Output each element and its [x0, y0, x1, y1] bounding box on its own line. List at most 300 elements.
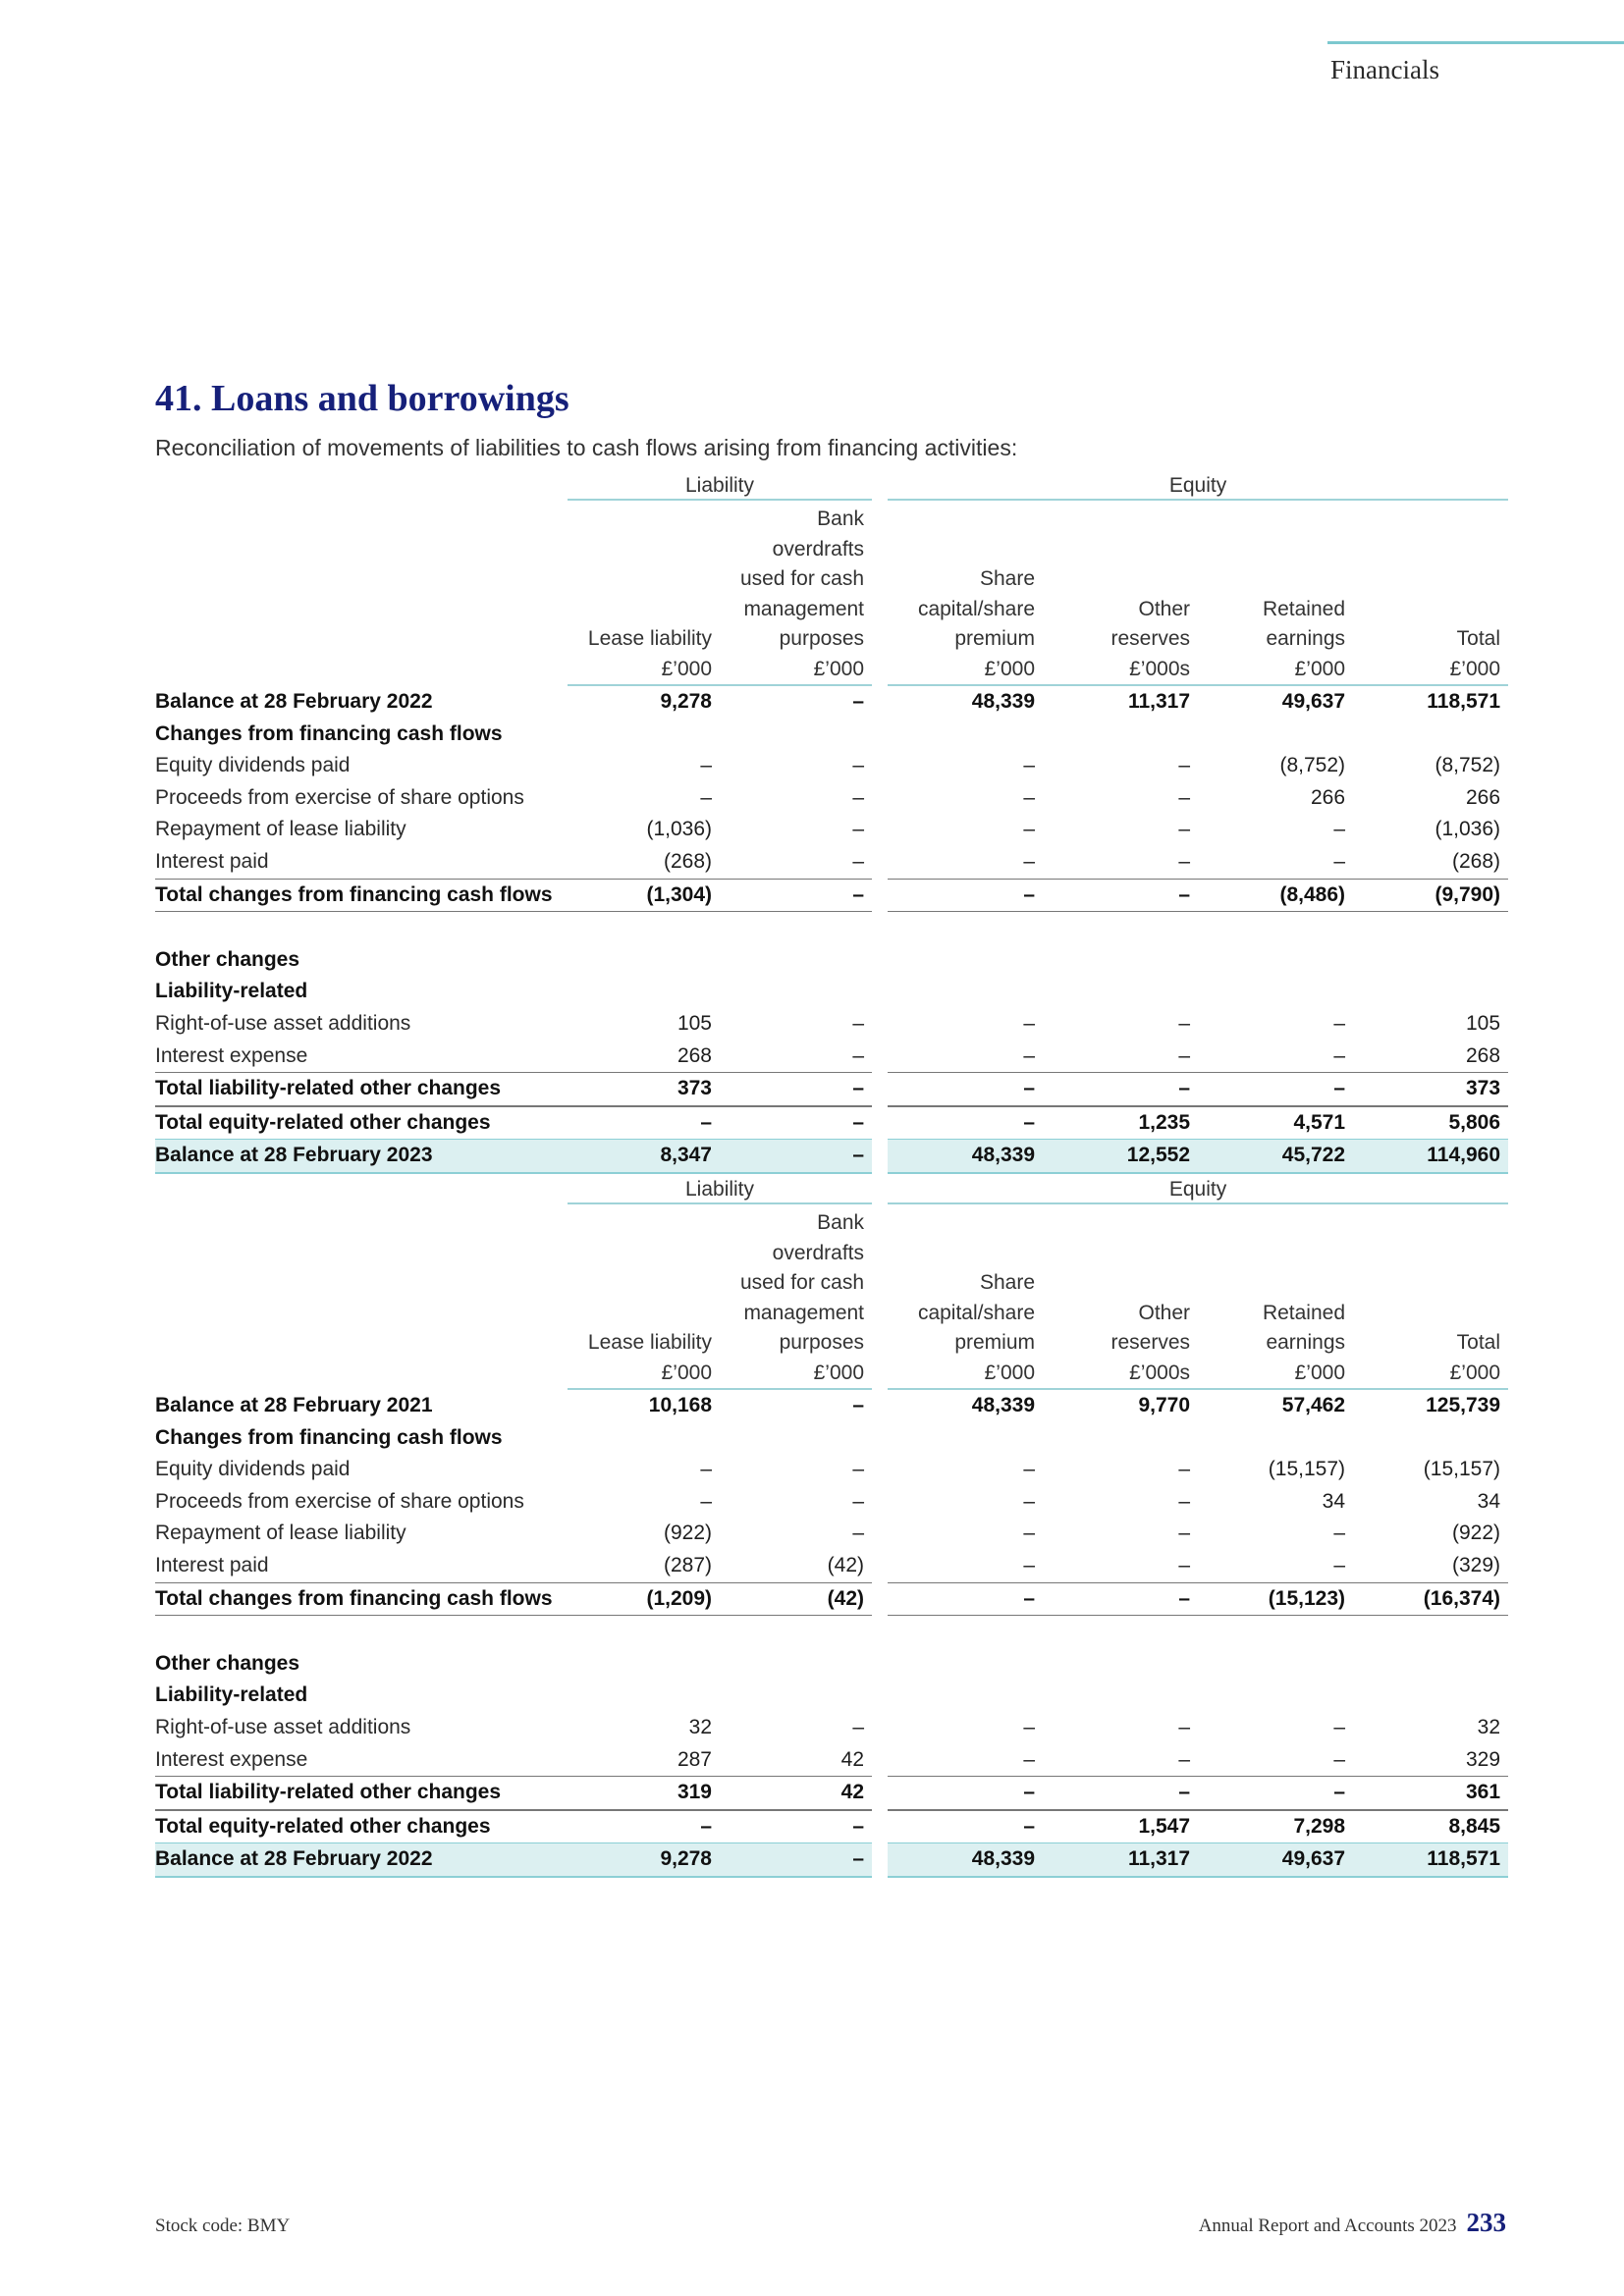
gap-cell [872, 1204, 888, 1390]
column-header [1198, 501, 1353, 686]
value-cell: – [700, 1458, 712, 1481]
value-cell [720, 944, 872, 977]
liability-group-header: Liability [568, 473, 872, 501]
value-cell: – [1178, 1011, 1191, 1035]
value-cell: 319 [568, 1776, 720, 1810]
column-header [720, 501, 872, 686]
value-cell: 8,347 [568, 1139, 720, 1174]
value-cell [888, 719, 1043, 751]
gap-cell [872, 1139, 888, 1174]
column-header [888, 501, 1043, 686]
value-cell: – [720, 879, 872, 913]
value-cell [1198, 1648, 1353, 1681]
row-label: Balance at 28 February 2022 [155, 690, 433, 713]
table-row [155, 1550, 1508, 1582]
value-cell: – [1178, 1458, 1191, 1481]
value-cell: – [1043, 1776, 1198, 1810]
column-header-line: £’000 [813, 657, 865, 680]
column-header [568, 1204, 720, 1390]
row-label: Total changes from financing cash flows [155, 1582, 568, 1617]
value-cell [888, 1422, 1043, 1455]
value-cell: 266 [1465, 785, 1501, 809]
spacer-row [155, 912, 1508, 944]
value-cell: – [888, 1072, 1043, 1106]
value-cell: (15,123) [1198, 1582, 1353, 1617]
value-cell: – [568, 1810, 720, 1843]
column-header-line: £’000 [1449, 657, 1501, 680]
row-label: Right-of-use asset additions [155, 1011, 411, 1035]
value-cell: (42) [827, 1553, 865, 1576]
column-header-line: £’000 [661, 657, 712, 680]
value-cell: (922) [663, 1522, 712, 1545]
gap-cell [872, 501, 888, 686]
column-header-line: reserves [1110, 1331, 1191, 1354]
row-label: Balance at 28 February 2023 [155, 1139, 568, 1174]
column-header-line: Total [1456, 627, 1501, 650]
column-header-line: Bank [817, 1211, 865, 1234]
value-cell [720, 1422, 872, 1455]
column-header-line: used for cash [739, 567, 865, 590]
row-label: Total equity-related other changes [155, 1106, 568, 1140]
column-header [568, 501, 720, 686]
value-cell: 9,278 [660, 690, 712, 713]
column-header-line: capital/share [917, 1301, 1036, 1324]
value-cell: 32 [1477, 1715, 1501, 1738]
value-cell: (287) [663, 1553, 712, 1576]
gap-cell [872, 1550, 888, 1582]
table-row [155, 1008, 1508, 1041]
value-cell: (8,752) [1279, 754, 1346, 777]
value-cell: 1,547 [1043, 1810, 1198, 1843]
gap-cell [872, 846, 888, 879]
value-cell: (1,304) [568, 879, 720, 913]
column-header [1353, 1204, 1508, 1390]
value-cell: – [1178, 1043, 1191, 1067]
value-cell: (329) [1451, 1553, 1501, 1576]
row-label: Equity dividends paid [155, 754, 351, 777]
table-row [155, 1776, 1508, 1810]
value-cell: 268 [677, 1043, 712, 1067]
spacer-row [155, 1616, 1508, 1648]
value-cell: – [1198, 1776, 1353, 1810]
value-cell: – [1023, 818, 1036, 841]
header-accent-rule [1327, 41, 1624, 44]
column-header-line: £’000 [984, 1361, 1036, 1384]
value-cell: – [1178, 785, 1191, 809]
value-cell: 1,235 [1043, 1106, 1198, 1140]
column-header-line: £’000 [1294, 657, 1346, 680]
value-cell [568, 1648, 720, 1681]
gap-cell [872, 1486, 888, 1519]
gap-cell [872, 1776, 888, 1810]
value-cell [888, 976, 1043, 1008]
value-cell: – [1178, 1747, 1191, 1771]
gap-cell [872, 1008, 888, 1041]
group-header-row [155, 473, 1508, 501]
table-row [155, 1810, 1508, 1843]
value-cell [720, 719, 872, 751]
row-label: Right-of-use asset additions [155, 1715, 411, 1738]
gap-cell [872, 1518, 888, 1550]
value-cell [1043, 1680, 1198, 1712]
gap-cell [872, 976, 888, 1008]
value-cell: 48,339 [888, 1842, 1043, 1878]
value-cell: 12,552 [1043, 1139, 1198, 1174]
value-cell: – [888, 1810, 1043, 1843]
value-cell: 9,770 [1138, 1394, 1191, 1416]
value-cell [1198, 1680, 1353, 1712]
value-cell: 10,168 [648, 1394, 712, 1416]
column-header-line: Other [1138, 597, 1191, 620]
row-label: Proceeds from exercise of share options [155, 1489, 524, 1513]
value-cell: – [1178, 1522, 1191, 1545]
value-cell: (1,036) [1435, 818, 1501, 841]
value-cell [568, 976, 720, 1008]
column-header-line: Total [1456, 1331, 1501, 1354]
table-row [155, 1842, 1508, 1878]
value-cell: 34 [1322, 1489, 1346, 1513]
column-header-line: premium [954, 1331, 1036, 1354]
value-cell: – [1333, 818, 1346, 841]
value-cell [888, 944, 1043, 977]
value-cell: – [1333, 1747, 1346, 1771]
row-label: Balance at 28 February 2022 [155, 1842, 568, 1878]
column-header-row [155, 1204, 1508, 1390]
value-cell: – [852, 1394, 865, 1416]
liability-group-header: Liability [568, 1177, 872, 1204]
column-header [720, 1204, 872, 1390]
value-cell [1043, 976, 1198, 1008]
value-cell: 118,571 [1353, 1842, 1508, 1878]
value-cell: – [852, 849, 865, 873]
value-cell: – [700, 1489, 712, 1513]
gap-cell [872, 944, 888, 977]
value-cell [720, 1648, 872, 1681]
value-cell: – [1178, 1489, 1191, 1513]
gap-cell [872, 719, 888, 751]
value-cell [568, 1680, 720, 1712]
gap-cell [872, 1390, 888, 1422]
value-cell: – [1198, 1072, 1353, 1106]
gap-cell [872, 750, 888, 782]
gap-cell [872, 1177, 888, 1204]
value-cell: (15,157) [1268, 1458, 1346, 1481]
gap-cell [872, 1454, 888, 1486]
column-header-line: earnings [1266, 627, 1346, 650]
value-cell: – [1023, 1522, 1036, 1545]
gap-cell [872, 814, 888, 846]
value-cell: 266 [1310, 785, 1346, 809]
value-cell: 42 [840, 1747, 865, 1771]
gap-cell [872, 1422, 888, 1455]
table-row [155, 814, 1508, 846]
value-cell: – [1333, 1011, 1346, 1035]
value-cell: – [1023, 1043, 1036, 1067]
gap-cell [872, 879, 888, 913]
value-cell [1043, 944, 1198, 977]
gap-cell [872, 1072, 888, 1106]
column-header-line: used for cash [739, 1271, 865, 1294]
value-cell: – [852, 1458, 865, 1481]
value-cell [1353, 944, 1508, 977]
value-cell: 114,960 [1353, 1139, 1508, 1174]
equity-group-header: Equity [888, 473, 1508, 501]
gap-cell [872, 1810, 888, 1843]
column-header-line: earnings [1266, 1331, 1346, 1354]
column-header-line: Share [979, 567, 1036, 590]
value-cell: 5,806 [1353, 1106, 1508, 1140]
row-label: Proceeds from exercise of share options [155, 785, 524, 809]
value-cell: – [1178, 1715, 1191, 1738]
value-cell: – [1178, 818, 1191, 841]
row-label: Liability-related [155, 1683, 308, 1707]
value-cell: (922) [1451, 1522, 1501, 1545]
row-label: Total liability-related other changes [155, 1072, 568, 1106]
value-cell: – [1333, 1522, 1346, 1545]
value-cell: – [1043, 1582, 1198, 1617]
value-cell [568, 719, 720, 751]
table-row [155, 1041, 1508, 1073]
column-header [1353, 501, 1508, 686]
table-row [155, 1106, 1508, 1140]
column-header-line: Lease liability [587, 627, 712, 650]
group-header-row [155, 1177, 1508, 1204]
value-cell: – [852, 1011, 865, 1035]
column-header-line: £’000 [813, 1361, 865, 1384]
value-cell: – [1178, 1553, 1191, 1576]
value-cell: – [1023, 754, 1036, 777]
value-cell [1353, 976, 1508, 1008]
table-row [155, 1072, 1508, 1106]
gap-cell [872, 1582, 888, 1617]
column-header-line: Retained [1262, 597, 1346, 620]
value-cell: – [1023, 1489, 1036, 1513]
column-header-line: Other [1138, 1301, 1191, 1324]
row-label: Total liability-related other changes [155, 1776, 568, 1810]
row-label: Equity dividends paid [155, 1458, 351, 1481]
table-row [155, 782, 1508, 815]
row-label: Other changes [155, 947, 300, 971]
column-header [888, 1204, 1043, 1390]
gap-cell [872, 1712, 888, 1744]
value-cell: – [1043, 879, 1198, 913]
table-row [155, 1422, 1508, 1455]
value-cell: 105 [1465, 1011, 1501, 1035]
value-cell: 11,317 [1127, 690, 1191, 713]
table-row [155, 719, 1508, 751]
gap-cell [872, 473, 888, 501]
reconciliation-table-2022 [155, 1177, 1508, 1878]
value-cell: 287 [677, 1747, 712, 1771]
intro-text: Reconciliation of movements of liabilities to cash flows arising from financing activities: [155, 435, 1018, 460]
table-row [155, 1390, 1508, 1422]
value-cell [1043, 1422, 1198, 1455]
row-label: Liability-related [155, 980, 308, 1003]
value-cell: – [1043, 1072, 1198, 1106]
value-cell: – [1023, 785, 1036, 809]
spacer-cell [155, 912, 1508, 944]
column-header-line: Lease liability [587, 1331, 712, 1354]
table-row [155, 1744, 1508, 1777]
value-cell: – [1023, 1458, 1036, 1481]
value-cell [1198, 944, 1353, 977]
table-row [155, 879, 1508, 913]
value-cell: – [1333, 1715, 1346, 1738]
value-cell [1198, 976, 1353, 1008]
row-label: Changes from financing cash flows [155, 721, 503, 745]
value-cell: (8,752) [1435, 754, 1501, 777]
column-header-line: £’000s [1129, 1361, 1191, 1384]
value-cell: 4,571 [1198, 1106, 1353, 1140]
value-cell: (8,486) [1198, 879, 1353, 913]
table-row [155, 1486, 1508, 1519]
value-cell: – [1023, 849, 1036, 873]
column-header-line: purposes [779, 627, 865, 650]
value-cell: – [888, 1582, 1043, 1617]
page-title: 41. Loans and borrowings [155, 378, 569, 419]
column-header-line: £’000s [1129, 657, 1191, 680]
value-cell [720, 1680, 872, 1712]
value-cell: 268 [1465, 1043, 1501, 1067]
value-cell: 48,339 [971, 690, 1036, 713]
value-cell: – [720, 1842, 872, 1878]
column-header-line: management [743, 1301, 865, 1324]
table-row [155, 846, 1508, 879]
blank-cell [155, 1204, 568, 1390]
value-cell: – [1023, 1747, 1036, 1771]
table-row [155, 750, 1508, 782]
value-cell: 57,462 [1281, 1394, 1346, 1416]
gap-cell [872, 1041, 888, 1073]
table-row [155, 1518, 1508, 1550]
column-header-line: Share [979, 1271, 1036, 1294]
gap-cell [872, 1106, 888, 1140]
value-cell: – [720, 1072, 872, 1106]
value-cell: 8,845 [1353, 1810, 1508, 1843]
value-cell: (9,790) [1353, 879, 1508, 913]
value-cell [1353, 1648, 1508, 1681]
value-cell: – [852, 818, 865, 841]
table-row [155, 1648, 1508, 1681]
value-cell: 48,339 [971, 1394, 1036, 1416]
value-cell: 42 [720, 1776, 872, 1810]
table-row [155, 1139, 1508, 1174]
column-header-line: reserves [1110, 627, 1191, 650]
value-cell: – [852, 690, 865, 713]
value-cell: 361 [1353, 1776, 1508, 1810]
value-cell: – [720, 1106, 872, 1140]
value-cell: (1,209) [568, 1582, 720, 1617]
column-header-line: £’000 [661, 1361, 712, 1384]
table-row [155, 1582, 1508, 1617]
row-label: Other changes [155, 1651, 300, 1675]
value-cell: 125,739 [1426, 1394, 1501, 1416]
value-cell: – [852, 785, 865, 809]
page-number: 233 [1466, 2208, 1506, 2237]
report-name: Annual Report and Accounts 2023 [1198, 2216, 1457, 2236]
value-cell [568, 944, 720, 977]
value-cell: – [1023, 1715, 1036, 1738]
table-row [155, 944, 1508, 977]
value-cell: (16,374) [1353, 1582, 1508, 1617]
value-cell: 11,317 [1043, 1842, 1198, 1878]
value-cell: 49,637 [1198, 1842, 1353, 1878]
spacer-cell [155, 1616, 1508, 1648]
table-row [155, 1680, 1508, 1712]
gap-cell [872, 1648, 888, 1681]
row-label: Interest expense [155, 1747, 308, 1771]
value-cell [1043, 719, 1198, 751]
value-cell: – [720, 1139, 872, 1174]
row-label: Repayment of lease liability [155, 818, 406, 841]
value-cell: – [568, 1106, 720, 1140]
column-header-line: capital/share [917, 597, 1036, 620]
value-cell [1043, 1648, 1198, 1681]
column-header-line: overdrafts [772, 537, 865, 561]
column-header-line: premium [954, 627, 1036, 650]
value-cell: – [852, 1715, 865, 1738]
value-cell: (15,157) [1423, 1458, 1501, 1481]
value-cell: 329 [1465, 1747, 1501, 1771]
column-header-line: Bank [817, 507, 865, 530]
value-cell [1198, 1422, 1353, 1455]
value-cell: – [1333, 849, 1346, 873]
gap-cell [872, 1842, 888, 1878]
row-label: Repayment of lease liability [155, 1522, 406, 1545]
value-cell [1353, 719, 1508, 751]
table-row [155, 686, 1508, 719]
row-label: Total equity-related other changes [155, 1810, 568, 1843]
blank-cell [155, 473, 568, 501]
value-cell [1353, 1422, 1508, 1455]
value-cell: – [700, 754, 712, 777]
table-row [155, 1712, 1508, 1744]
column-header [1198, 1204, 1353, 1390]
blank-cell [155, 501, 568, 686]
column-header-row [155, 501, 1508, 686]
value-cell [1198, 719, 1353, 751]
value-cell: (268) [663, 849, 712, 873]
gap-cell [872, 782, 888, 815]
value-cell: 32 [688, 1715, 712, 1738]
stock-code: Stock code: BMY [155, 2216, 291, 2236]
value-cell: (1,036) [646, 818, 712, 841]
value-cell: – [888, 879, 1043, 913]
column-header-line: £’000 [984, 657, 1036, 680]
value-cell: – [888, 1776, 1043, 1810]
table-row [155, 976, 1508, 1008]
gap-cell [872, 1680, 888, 1712]
blank-cell [155, 1177, 568, 1204]
row-label: Interest paid [155, 1553, 269, 1576]
column-header-line: Retained [1262, 1301, 1346, 1324]
column-header-line: overdrafts [772, 1241, 865, 1264]
value-cell: – [852, 754, 865, 777]
value-cell: (42) [720, 1582, 872, 1617]
value-cell: 118,571 [1427, 690, 1501, 713]
value-cell: 9,278 [568, 1842, 720, 1878]
value-cell [568, 1422, 720, 1455]
gap-cell [872, 1744, 888, 1777]
value-cell: 34 [1477, 1489, 1501, 1513]
row-label: Interest paid [155, 849, 269, 873]
value-cell: – [1023, 1553, 1036, 1576]
value-cell: – [1178, 849, 1191, 873]
value-cell: 49,637 [1281, 690, 1346, 713]
column-header-line: purposes [779, 1331, 865, 1354]
value-cell: 373 [1353, 1072, 1508, 1106]
row-label: Total changes from financing cash flows [155, 879, 568, 913]
